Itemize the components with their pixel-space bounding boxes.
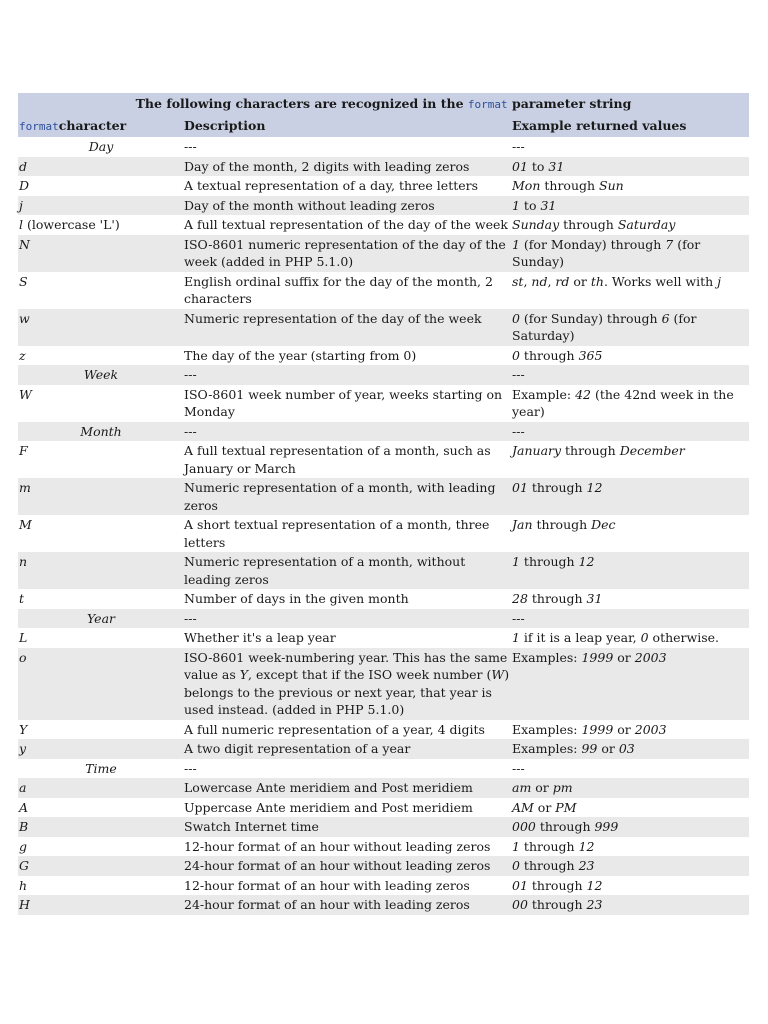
- example-cell: [511, 552, 749, 589]
- text-segment: Dec: [591, 517, 616, 532]
- format-char: g: [19, 838, 28, 854]
- section-label: Day: [88, 139, 114, 154]
- text-segment: 31: [586, 591, 603, 606]
- text-segment: or: [569, 273, 591, 289]
- section-row: [18, 365, 749, 385]
- table-row: [18, 176, 749, 196]
- text-segment: through: [519, 838, 579, 854]
- format-char: j: [19, 197, 23, 213]
- text-segment: through: [535, 819, 595, 834]
- text-segment: pm: [552, 780, 573, 795]
- text-segment: 1: [512, 197, 520, 213]
- format-char: w: [19, 310, 30, 326]
- description-cell: Swatch Internet time: [183, 817, 511, 837]
- example-cell: [511, 176, 749, 196]
- table-row: [18, 515, 749, 552]
- text-segment: 6: [661, 310, 670, 326]
- text-segment: rd: [555, 273, 570, 289]
- description-cell: 24-hour format of an hour with leading zeros: [183, 895, 511, 915]
- text-segment: j: [717, 273, 722, 289]
- description-cell: Day of the month without leading zeros: [183, 196, 511, 216]
- format-char-cell: [18, 346, 183, 366]
- example-cell: [511, 856, 749, 876]
- example-cell: [511, 778, 749, 798]
- text-segment: am: [512, 780, 532, 795]
- text-segment: Examples:: [512, 721, 582, 737]
- example-cell: [511, 817, 749, 837]
- example-cell: [511, 628, 749, 648]
- text-segment: to: [519, 197, 541, 213]
- table-row: [18, 778, 749, 798]
- format-characters-table: [18, 93, 749, 915]
- text-segment: 999: [594, 819, 619, 834]
- text-segment: 1999: [581, 721, 614, 737]
- text-segment: through: [527, 480, 587, 495]
- header-example-values: Example returned values: [511, 116, 749, 138]
- example-cell: [511, 837, 749, 857]
- text-segment: 1: [512, 630, 520, 645]
- table-row: [18, 441, 749, 478]
- table-row: [18, 856, 749, 876]
- description-cell: ISO-8601 numeric representation of the day of the week (added in PHP 5.1.0): [183, 235, 511, 272]
- text-segment: (for Monday) through: [519, 236, 666, 252]
- text-segment: nd: [531, 273, 548, 289]
- format-char: h: [19, 877, 28, 893]
- description-cell: Numeric representation of the day of the week: [183, 309, 511, 346]
- format-char: D: [19, 178, 30, 193]
- text-segment: 7: [665, 236, 674, 252]
- format-char: t: [19, 591, 25, 606]
- description-cell: 12-hour format of an hour with leading zeros: [184, 877, 470, 893]
- format-char-cell: [18, 589, 183, 609]
- document-page: [18, 93, 749, 915]
- description-cell: A full textual representation of the day of the week: [184, 217, 508, 232]
- example-cell: [511, 235, 749, 272]
- text-segment: PM: [555, 799, 577, 815]
- text-segment: 12: [586, 877, 603, 893]
- text-segment: 2003: [634, 721, 667, 737]
- format-char-cell: [18, 176, 183, 196]
- text-segment: 000: [512, 819, 536, 834]
- format-char-cell: [18, 778, 183, 798]
- text-segment: AM: [512, 799, 534, 815]
- format-char-cell: [18, 515, 183, 552]
- description-cell: 24-hour format of an hour without leading zeros: [183, 856, 511, 876]
- text-segment: 01: [512, 158, 528, 174]
- example-cell: [511, 895, 749, 915]
- example-cell: ---: [511, 365, 749, 385]
- table-row: [18, 720, 749, 740]
- text-segment: or: [613, 649, 635, 665]
- text-segment: 1999: [581, 649, 614, 665]
- section-label: Year: [18, 609, 183, 629]
- text-segment: (for Sunday) through: [519, 310, 662, 326]
- format-char: o: [19, 649, 27, 665]
- format-char-cell: [18, 385, 183, 422]
- example-cell: [511, 648, 749, 720]
- format-char-cell: [18, 478, 183, 515]
- text-segment: 28: [512, 591, 528, 606]
- text-segment: . Works well with: [603, 273, 718, 289]
- table-caption-row: [18, 93, 749, 116]
- example-cell: [511, 272, 749, 309]
- description-cell: Whether it's a leap year: [184, 630, 336, 645]
- section-row: [18, 609, 749, 629]
- text-segment: or: [613, 721, 635, 737]
- table-row: [18, 552, 749, 589]
- header-code: format: [19, 119, 59, 133]
- text-segment: ,: [547, 273, 556, 289]
- text-segment: , except that if the ISO week number (: [248, 667, 492, 682]
- table-row: [18, 798, 749, 818]
- text-segment: through: [532, 517, 592, 532]
- table-row: [18, 817, 749, 837]
- format-char-cell: [18, 837, 183, 857]
- example-cell: [511, 196, 749, 216]
- text-segment: otherwise.: [648, 630, 720, 645]
- text-segment: if it is a leap year,: [519, 630, 641, 645]
- table-caption: [18, 93, 749, 116]
- section-label: Week: [18, 365, 183, 385]
- example-cell: [511, 346, 749, 366]
- text-segment: through: [519, 858, 579, 873]
- table-row: [18, 739, 749, 759]
- table-header-row: [18, 116, 749, 138]
- text-segment: 23: [578, 858, 595, 873]
- text-segment: through: [527, 591, 587, 606]
- text-segment: ,: [523, 273, 532, 289]
- text-segment: Examples:: [512, 649, 582, 665]
- format-char-note: (lowercase 'L'): [23, 217, 120, 232]
- text-segment: through: [561, 443, 620, 458]
- format-char-cell: [18, 552, 183, 589]
- format-char-cell: [18, 628, 183, 648]
- table-row: [18, 196, 749, 216]
- format-char-cell: [18, 272, 183, 309]
- caption-code: format: [467, 98, 508, 111]
- description-cell: A textual representation of a day, three letters: [184, 178, 479, 193]
- text-segment: th: [590, 273, 604, 289]
- description-cell: [183, 648, 511, 720]
- text-segment: st: [512, 273, 524, 289]
- text-segment: Examples:: [512, 741, 582, 756]
- text-segment: or: [597, 741, 619, 756]
- format-char: M: [19, 517, 32, 532]
- section-label: Month: [18, 422, 183, 442]
- table-row: [18, 385, 749, 422]
- header-format-character: [18, 116, 183, 138]
- table-row: [18, 628, 749, 648]
- table-row: [18, 309, 749, 346]
- text-segment: (the 42nd week in the year): [512, 386, 734, 419]
- text-segment: (for Saturday): [512, 310, 697, 343]
- format-char-cell: [18, 856, 183, 876]
- example-cell: [511, 720, 749, 740]
- description-cell: A full numeric representation of a year, 4 digits: [184, 721, 485, 737]
- format-char: H: [19, 897, 30, 912]
- header-character-text: character: [58, 117, 127, 133]
- format-char-cell: [18, 648, 183, 720]
- text-segment: ) belongs to the previous or next year, that year is used instead. (added in PHP 5.1.0): [184, 667, 510, 717]
- text-segment: 0: [640, 630, 649, 645]
- table-row: [18, 215, 749, 235]
- description-cell: ---: [183, 365, 511, 385]
- format-char: L: [19, 630, 28, 645]
- table-body: [18, 137, 749, 915]
- text-segment: 03: [618, 741, 635, 756]
- text-segment: Mon: [512, 178, 541, 193]
- example-cell: [511, 441, 749, 478]
- description-cell: ISO-8601 week number of year, weeks starting on Monday: [184, 386, 503, 419]
- text-segment: 01: [512, 480, 528, 495]
- text-segment: ISO-8601 week-numbering year. This has the same value as: [184, 649, 508, 682]
- format-char: N: [19, 236, 30, 252]
- example-cell: [511, 215, 749, 235]
- format-char-cell: [18, 235, 183, 272]
- table-row: [18, 272, 749, 309]
- section-row: [18, 422, 749, 442]
- text-segment: (for Sunday): [512, 236, 701, 269]
- example-cell: [511, 157, 749, 177]
- table-row: [18, 235, 749, 272]
- text-segment: Jan: [512, 517, 533, 532]
- text-segment: through: [540, 178, 600, 193]
- format-char: S: [19, 273, 28, 289]
- example-cell: ---: [512, 139, 525, 154]
- format-char: Y: [19, 721, 28, 737]
- table-row: [18, 876, 749, 896]
- text-segment: Y: [239, 667, 249, 682]
- description-cell: English ordinal suffix for the day of the month, 2 characters: [184, 273, 493, 306]
- text-segment: 31: [540, 197, 557, 213]
- example-cell: [511, 876, 749, 896]
- example-cell: [511, 798, 749, 818]
- text-segment: through: [527, 897, 587, 912]
- description-cell: The day of the year (starting from 0): [184, 347, 417, 363]
- format-char-cell: [18, 720, 183, 740]
- text-segment: 0: [512, 347, 520, 363]
- text-segment: 365: [578, 347, 603, 363]
- example-cell: [511, 478, 749, 515]
- text-segment: or: [531, 780, 553, 795]
- description-cell: ---: [183, 422, 511, 442]
- text-segment: 1: [512, 554, 520, 569]
- description-cell: ---: [184, 139, 197, 154]
- format-char-cell: [18, 157, 183, 177]
- format-char-cell: [18, 739, 183, 759]
- format-char: l: [19, 217, 23, 232]
- text-segment: 12: [586, 480, 603, 495]
- text-segment: 31: [548, 158, 565, 174]
- text-segment: through: [519, 347, 579, 363]
- section-row: [18, 759, 749, 779]
- text-segment: 99: [581, 741, 598, 756]
- format-char: y: [19, 741, 27, 756]
- text-segment: January: [512, 443, 562, 458]
- text-segment: 23: [586, 897, 603, 912]
- text-segment: Example:: [512, 386, 576, 402]
- table-row: [18, 837, 749, 857]
- text-segment: 12: [578, 838, 595, 854]
- format-char: A: [19, 799, 29, 815]
- description-cell: 12-hour format of an hour without leading zeros: [184, 838, 491, 854]
- description-cell: Numeric representation of a month, without leading zeros: [183, 552, 511, 589]
- table-row: [18, 895, 749, 915]
- text-segment: Sun: [599, 178, 624, 193]
- description-cell: ---: [184, 760, 197, 776]
- text-segment: 1: [512, 838, 520, 854]
- description-cell: A two digit representation of a year: [183, 739, 511, 759]
- table-row: [18, 157, 749, 177]
- description-cell: A full textual representation of a month, such as January or March: [184, 443, 491, 476]
- format-char: d: [19, 158, 28, 174]
- format-char: z: [19, 347, 26, 363]
- description-cell: Lowercase Ante meridiem and Post meridiem: [183, 778, 511, 798]
- table-row: [18, 478, 749, 515]
- description-cell: Number of days in the given month: [184, 591, 409, 606]
- format-char-cell: [18, 309, 183, 346]
- text-segment: through: [527, 877, 587, 893]
- text-segment: through: [559, 217, 618, 232]
- format-char-cell: [18, 215, 183, 235]
- text-segment: 00: [512, 897, 528, 912]
- description-cell: ---: [183, 609, 511, 629]
- text-segment: through: [519, 554, 579, 569]
- text-segment: 01: [512, 877, 528, 893]
- table-row: [18, 589, 749, 609]
- caption-text-before: The following characters are recognized in the: [135, 96, 464, 111]
- text-segment: or: [533, 799, 556, 815]
- format-char-cell: [18, 876, 183, 896]
- text-segment: 1: [512, 236, 520, 252]
- text-segment: 0: [512, 310, 520, 326]
- format-char: n: [19, 554, 28, 569]
- format-char-cell: [18, 817, 183, 837]
- format-char: B: [19, 819, 29, 834]
- text-segment: Sunday: [512, 217, 560, 232]
- description-cell: A short textual representation of a month, three letters: [184, 517, 490, 550]
- format-char: W: [19, 386, 32, 402]
- text-segment: December: [619, 443, 685, 458]
- text-segment: Saturday: [617, 217, 676, 232]
- format-char: a: [19, 780, 27, 795]
- description-cell: Uppercase Ante meridiem and Post meridiem: [184, 799, 473, 815]
- section-row: [18, 137, 749, 157]
- text-segment: 12: [578, 554, 595, 569]
- text-segment: W: [491, 667, 505, 682]
- description-cell: Numeric representation of a month, with leading zeros: [183, 478, 511, 515]
- example-cell: [511, 739, 749, 759]
- table-row: [18, 346, 749, 366]
- section-label: Time: [85, 760, 117, 776]
- table-row: [18, 648, 749, 720]
- text-segment: 0: [512, 858, 520, 873]
- description-cell: Day of the month, 2 digits with leading zeros: [183, 157, 511, 177]
- format-char-cell: [18, 196, 183, 216]
- format-char: G: [19, 858, 29, 873]
- format-char: F: [19, 443, 28, 458]
- format-char-cell: [18, 798, 183, 818]
- example-cell: [511, 309, 749, 346]
- text-segment: 2003: [634, 649, 667, 665]
- text-segment: to: [527, 158, 549, 174]
- format-char-cell: [18, 441, 183, 478]
- format-char: m: [19, 480, 31, 495]
- format-char-cell: [18, 895, 183, 915]
- example-cell: [511, 385, 749, 422]
- caption-text-after: parameter string: [512, 96, 632, 111]
- example-cell: ---: [511, 422, 749, 442]
- text-segment: 42: [575, 386, 591, 402]
- example-cell: ---: [512, 760, 525, 776]
- example-cell: [511, 515, 749, 552]
- example-cell: ---: [511, 609, 749, 629]
- header-description: Description: [183, 116, 511, 138]
- example-cell: [511, 589, 749, 609]
